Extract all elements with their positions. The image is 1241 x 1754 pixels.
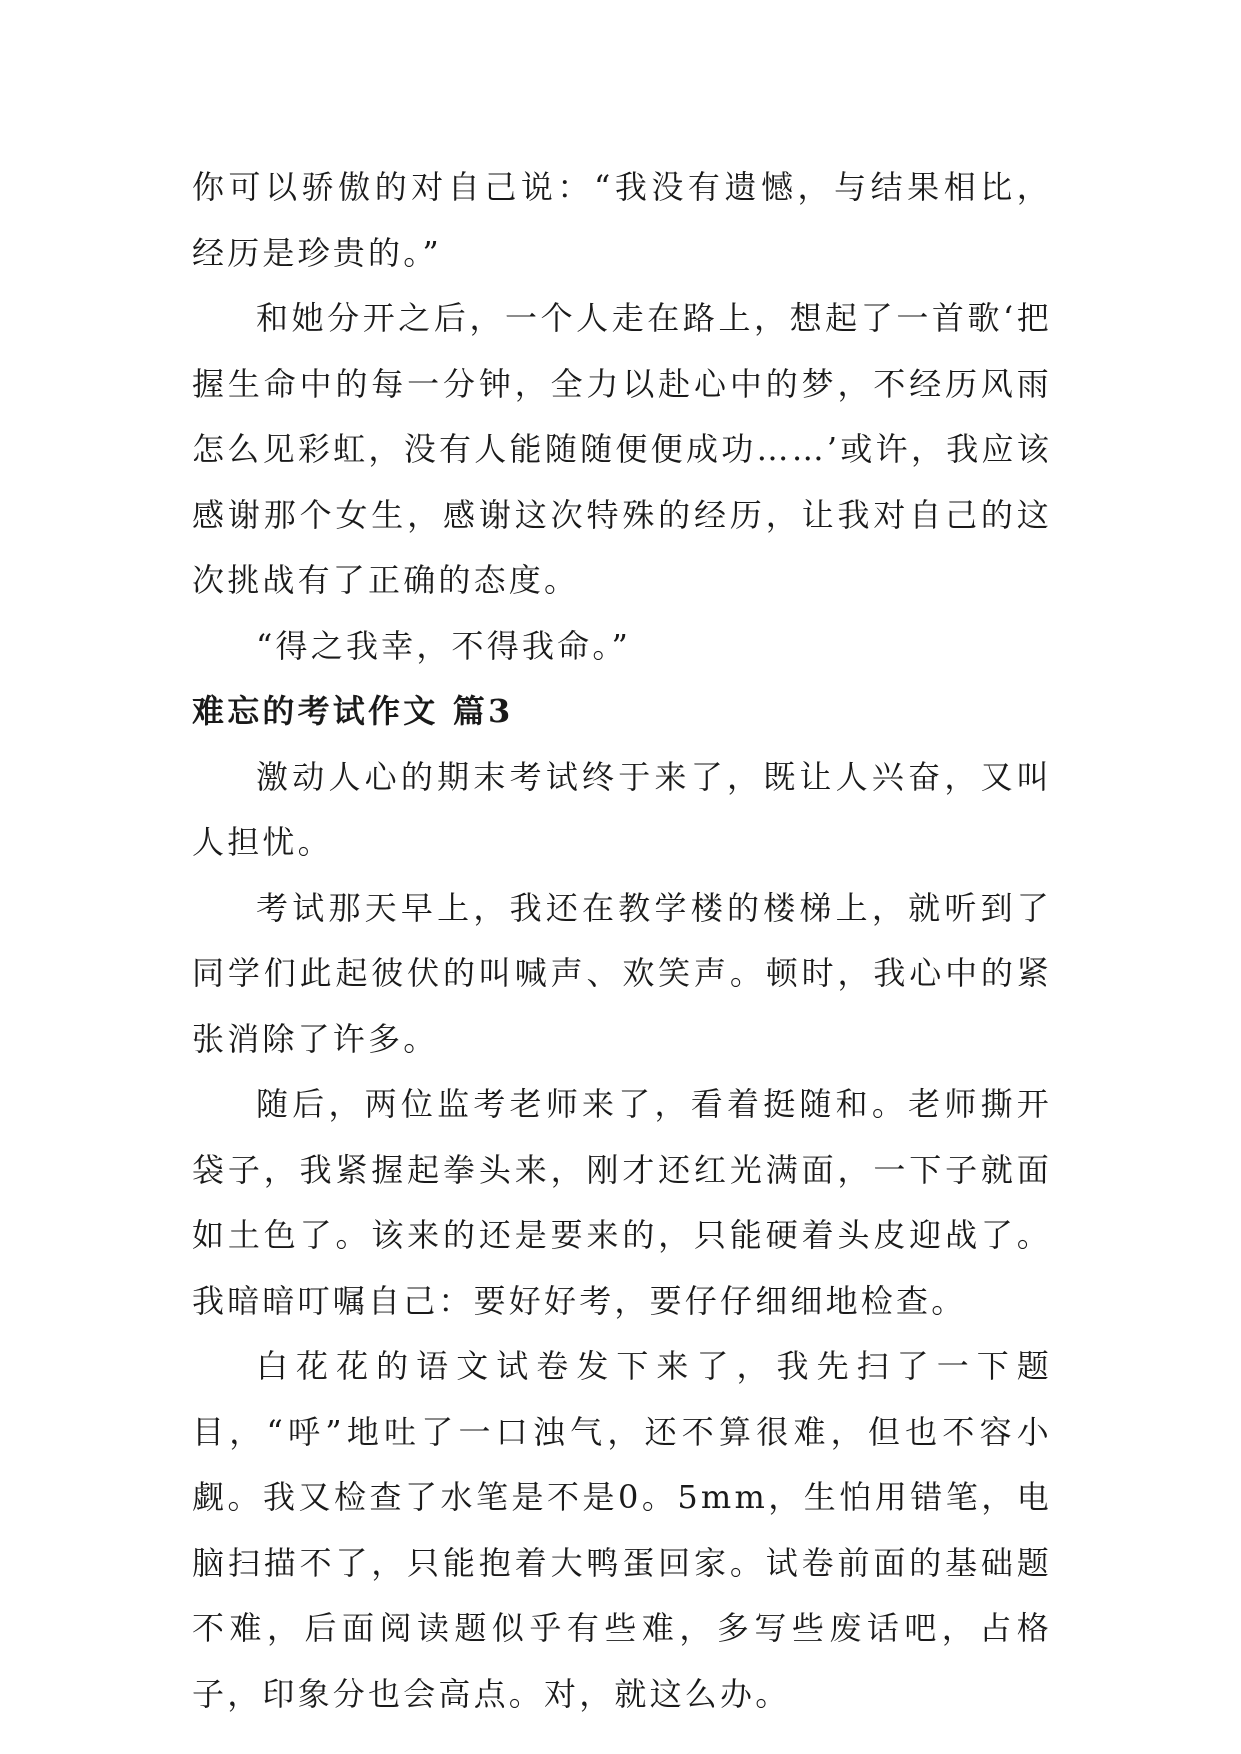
paragraph: 白花花的语文试卷发下来了，我先扫了一下题目，“呼”地吐了一口浊气，还不算很难，但也不容小觑。我又检查了水笔是不是0。5mm，生怕用错笔，电脑扫描不了，只能抱着大鸭蛋回家。试卷前面的基础题不难，后面阅读题似乎有些难，多写些废话吧，占格子，印象分也会高点。对，就这么办。 [192,1347,1052,1713]
paragraph: 随后，两位监考老师来了，看着挺随和。老师撕开袋子，我紧握起拳头来，刚才还红光满面，一下子就面如土色了。该来的还是要来的，只能硬着头皮迎战了。我暗暗叮嘱自己：要好好考，要仔仔细细地检查。 [192,1085,1052,1320]
paragraph: 考试那天早上，我还在教学楼的楼梯上，就听到了同学们此起彼伏的叫喊声、欢笑声。顿时，我心中的紧张消除了许多。 [192,888,1052,1058]
paragraph: 你可以骄傲的对自己说：“我没有遗憾，与结果相比，经历是珍贵的。” [192,168,1052,272]
document-body [192,155,1052,1727]
paragraph: 和她分开之后，一个人走在路上，想起了一首歌‘把握生命中的每一分钟，全力以赴心中的梦，不经历风雨怎么见彩虹，没有人能随随便便成功……’或许，我应该感谢那个女生，感谢这次特殊的经历，让我对自己的这次挑战有了正确的态度。 [192,299,1052,599]
section-heading: 难忘的考试作文 篇3 [192,692,514,730]
paragraph: “得之我幸，不得我命。” [256,626,632,665]
paragraph: 激动人心的期末考试终于来了，既让人兴奋，又叫人担忧。 [192,757,1052,861]
